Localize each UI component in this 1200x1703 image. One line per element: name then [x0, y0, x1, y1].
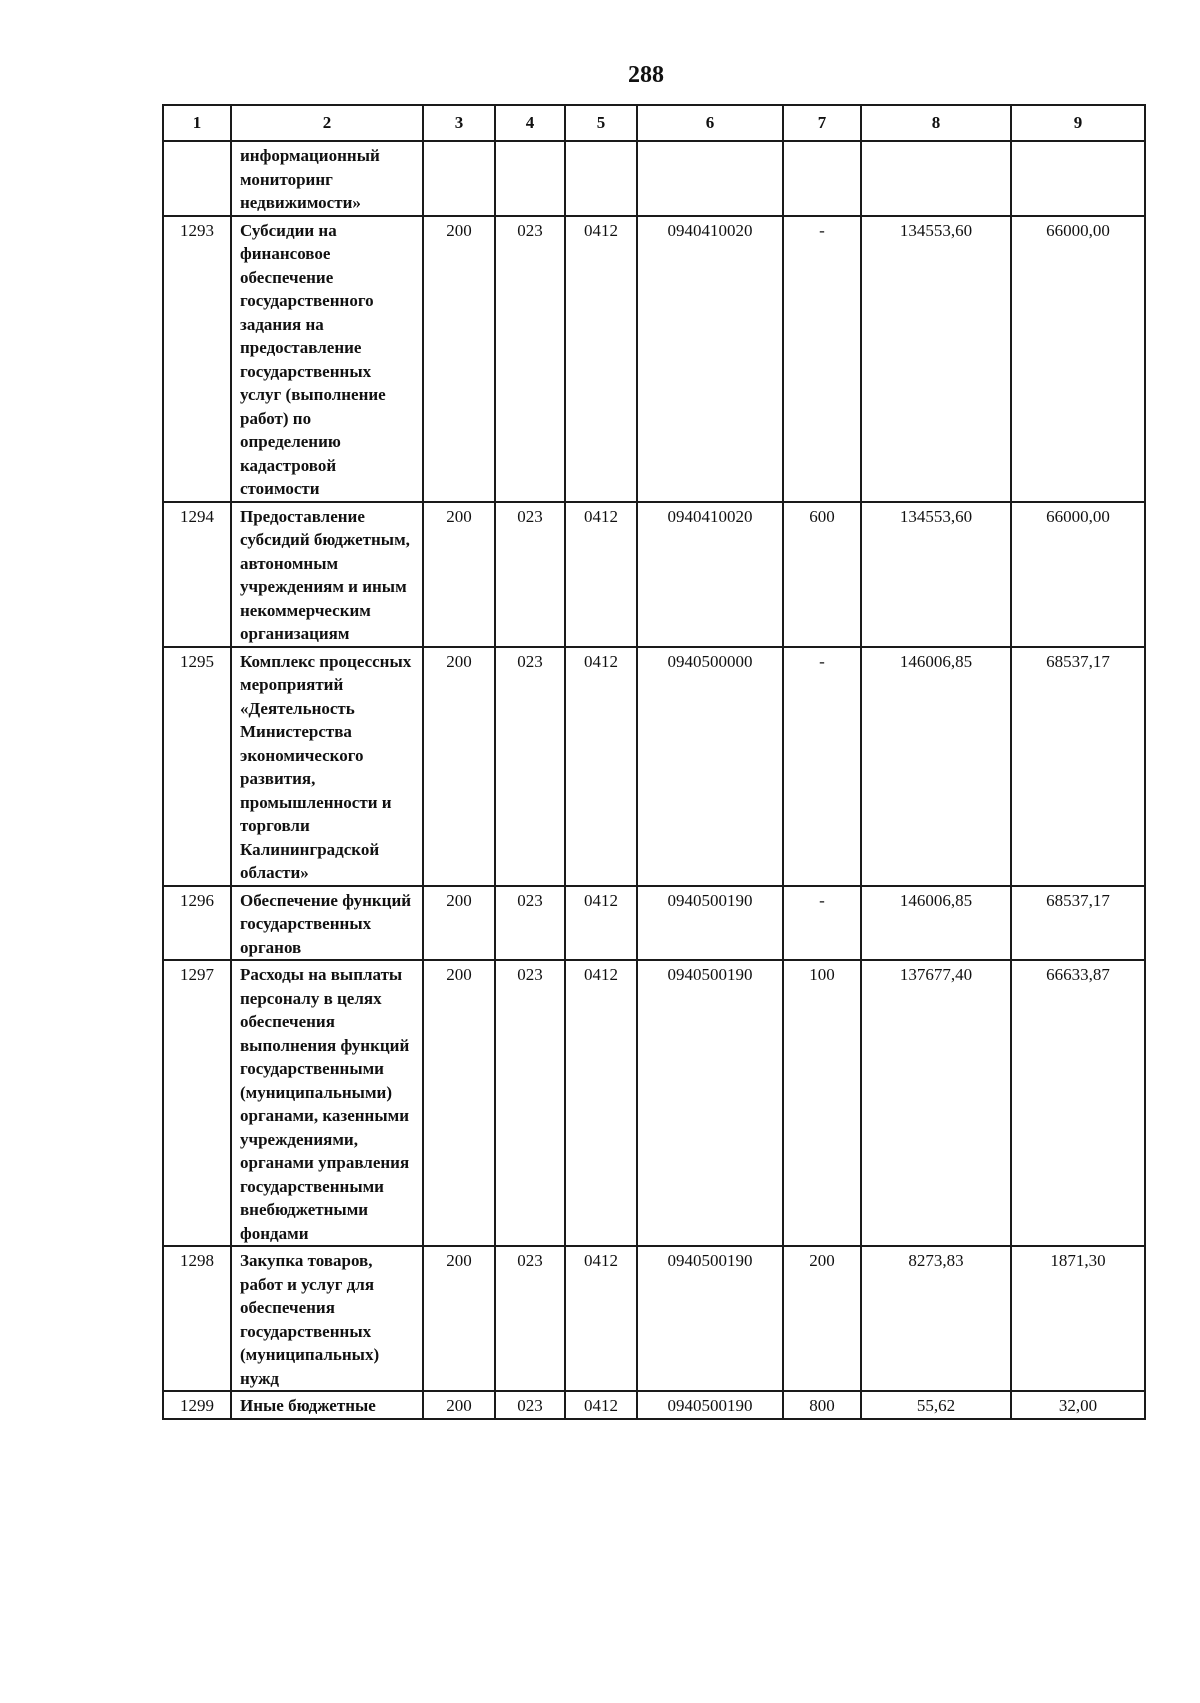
cell-col3: 200: [423, 886, 495, 961]
column-header: 2: [231, 105, 423, 141]
cell-col6: 0940500190: [637, 886, 783, 961]
row-name: Расходы на выплаты персоналу в целях обеспечения выполнения функций государственными (муниципальными) органами, казенными учреждениями, органами управления государственными внебюджетными фондами: [231, 960, 423, 1246]
cell-col6: 0940500190: [637, 960, 783, 1246]
table-row: [163, 960, 1145, 1246]
column-header: 4: [495, 105, 565, 141]
cell-col4: [495, 141, 565, 216]
cell-col5: 0412: [565, 1246, 637, 1391]
row-name: Закупка товаров, работ и услуг для обеспечения государственных (муниципальных) нужд: [231, 1246, 423, 1391]
cell-col7: -: [783, 647, 861, 886]
table-row: [163, 647, 1145, 886]
row-name: информационный мониторинг недвижимости»: [231, 141, 423, 216]
column-header: 1: [163, 105, 231, 141]
row-number: [163, 141, 231, 216]
table-header-row: [163, 105, 1145, 141]
cell-col9: 66000,00: [1011, 502, 1145, 647]
cell-col5: [565, 141, 637, 216]
row-number: 1294: [163, 502, 231, 647]
cell-col4: 023: [495, 647, 565, 886]
cell-col3: 200: [423, 1246, 495, 1391]
row-name: Обеспечение функций государственных органов: [231, 886, 423, 961]
cell-col5: 0412: [565, 960, 637, 1246]
cell-col9: 32,00: [1011, 1391, 1145, 1419]
cell-col9: 68537,17: [1011, 647, 1145, 886]
cell-col7: -: [783, 216, 861, 502]
table-row: [163, 1391, 1145, 1419]
cell-col9: [1011, 141, 1145, 216]
column-header: 9: [1011, 105, 1145, 141]
cell-col4: 023: [495, 216, 565, 502]
cell-col8: 146006,85: [861, 647, 1011, 886]
cell-col3: [423, 141, 495, 216]
row-number: 1293: [163, 216, 231, 502]
cell-col5: 0412: [565, 647, 637, 886]
cell-col3: 200: [423, 216, 495, 502]
column-header: 5: [565, 105, 637, 141]
cell-col6: 0940500190: [637, 1391, 783, 1419]
cell-col3: 200: [423, 960, 495, 1246]
cell-col4: 023: [495, 960, 565, 1246]
cell-col8: 134553,60: [861, 502, 1011, 647]
page-number: 288: [628, 62, 664, 88]
row-name: Иные бюджетные: [231, 1391, 423, 1419]
cell-col6: 0940500000: [637, 647, 783, 886]
table-row: [163, 216, 1145, 502]
cell-col8: 8273,83: [861, 1246, 1011, 1391]
row-number: 1299: [163, 1391, 231, 1419]
row-number: 1296: [163, 886, 231, 961]
cell-col8: [861, 141, 1011, 216]
cell-col7: 600: [783, 502, 861, 647]
cell-col5: 0412: [565, 502, 637, 647]
column-header: 7: [783, 105, 861, 141]
cell-col4: 023: [495, 1246, 565, 1391]
cell-col5: 0412: [565, 216, 637, 502]
row-number: 1298: [163, 1246, 231, 1391]
row-name: Комплекс процессных мероприятий «Деятельность Министерства экономического развития, промышленности и торговли Калининградской области»: [231, 647, 423, 886]
cell-col7: 800: [783, 1391, 861, 1419]
table-row: [163, 141, 1145, 216]
cell-col9: 66000,00: [1011, 216, 1145, 502]
cell-col6: 0940410020: [637, 216, 783, 502]
row-number: 1295: [163, 647, 231, 886]
cell-col8: 134553,60: [861, 216, 1011, 502]
cell-col5: 0412: [565, 1391, 637, 1419]
table-row: [163, 1246, 1145, 1391]
cell-col6: 0940410020: [637, 502, 783, 647]
cell-col5: 0412: [565, 886, 637, 961]
row-number: 1297: [163, 960, 231, 1246]
cell-col7: [783, 141, 861, 216]
cell-col6: 0940500190: [637, 1246, 783, 1391]
cell-col9: 1871,30: [1011, 1246, 1145, 1391]
row-name: Предоставление субсидий бюджетным, автономным учреждениям и иным некоммерческим организациям: [231, 502, 423, 647]
column-header: 3: [423, 105, 495, 141]
cell-col8: 146006,85: [861, 886, 1011, 961]
table-row: [163, 886, 1145, 961]
cell-col9: 68537,17: [1011, 886, 1145, 961]
cell-col3: 200: [423, 1391, 495, 1419]
cell-col3: 200: [423, 502, 495, 647]
column-header: 6: [637, 105, 783, 141]
budget-table: [162, 104, 1146, 1420]
cell-col7: -: [783, 886, 861, 961]
column-header: 8: [861, 105, 1011, 141]
row-name: Субсидии на финансовое обеспечение государственного задания на предоставление государственных услуг (выполнение работ) по определению кадастровой стоимости: [231, 216, 423, 502]
cell-col9: 66633,87: [1011, 960, 1145, 1246]
table-row: [163, 502, 1145, 647]
cell-col4: 023: [495, 502, 565, 647]
cell-col7: 100: [783, 960, 861, 1246]
cell-col6: [637, 141, 783, 216]
cell-col8: 137677,40: [861, 960, 1011, 1246]
cell-col7: 200: [783, 1246, 861, 1391]
cell-col3: 200: [423, 647, 495, 886]
cell-col4: 023: [495, 886, 565, 961]
cell-col4: 023: [495, 1391, 565, 1419]
cell-col8: 55,62: [861, 1391, 1011, 1419]
